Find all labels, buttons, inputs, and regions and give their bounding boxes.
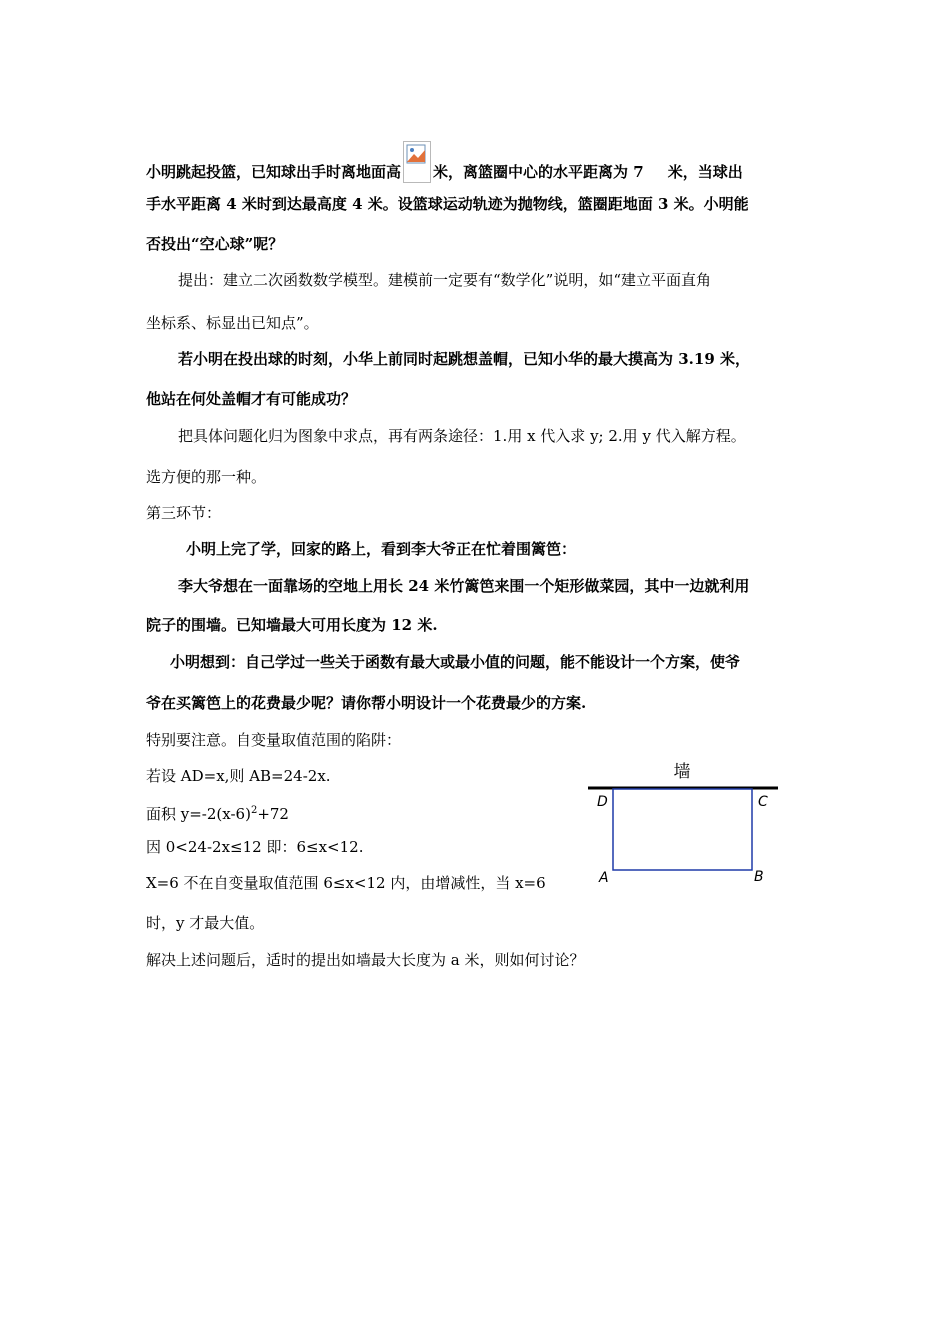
equation-2-exponent: 2 bbox=[250, 805, 258, 816]
trap-note: 特别要注意。自变量取值范围的陷阱： bbox=[146, 731, 402, 749]
problem-4-line-1: 小明想到：自己学过一些关于函数有最大或最小值的问题，能不能设计一个方案，使爷 bbox=[170, 653, 741, 671]
vertex-a-label: A bbox=[599, 870, 609, 886]
problem-2-line-2: 他站在何处盖帽才有可能成功？ bbox=[146, 390, 357, 408]
problem-1-text-a: 小明跳起投篮，已知球出手时离地面高 bbox=[146, 163, 402, 181]
equation-2-tail: +72 bbox=[257, 805, 289, 823]
method-note-line-1: 把具体问题化归为图象中求点，再有两条途径：1.用 x 代入求 y; 2.用 y 代入解方程。 bbox=[178, 427, 746, 445]
garden-rectangle bbox=[613, 789, 752, 870]
equation-3: 因 0<24-2x≤12 即：6≤x<12. bbox=[146, 838, 364, 856]
problem-3-line-1: 李大爷想在一面靠场的空地上用长 24 米竹篱笆来围一个矩形做菜园，其中一边就利用 bbox=[178, 577, 750, 595]
vertex-d-label: D bbox=[597, 794, 608, 810]
problem-1-text-c: 米，当球出 bbox=[667, 163, 743, 181]
problem-1-text-b: 米，离篮圈中心的水平距离为 7 bbox=[433, 163, 644, 181]
section-3-heading: 第三环节： bbox=[146, 504, 222, 522]
story-intro: 小明上完了学，回家的路上，看到李大爷正在忙着围篱笆： bbox=[186, 540, 577, 558]
broken-image-icon bbox=[403, 141, 431, 183]
problem-3-line-2: 院子的围墙。已知墙最大可用长度为 12 米. bbox=[146, 616, 438, 634]
equation-1: 若设 AD=x,则 AB=24-2x. bbox=[146, 767, 331, 785]
equation-5: 时，y 才最大值。 bbox=[146, 914, 265, 932]
problem-1-line-3: 否投出“空心球”呢？ bbox=[146, 235, 284, 253]
problem-1-line-1 bbox=[146, 141, 743, 183]
equation-4: X=6 不在自变量取值范围 6≤x<12 内，由增减性，当 x=6 bbox=[146, 874, 546, 892]
problem-4-line-2: 爷在买篱笆上的花费最少呢？请你帮小明设计一个花费最少的方案. bbox=[146, 694, 587, 712]
vertex-b-label: B bbox=[754, 869, 764, 885]
modeling-note-line-2: 坐标系、标显出已知点”。 bbox=[146, 314, 319, 332]
wall-label: 墙 bbox=[673, 762, 691, 782]
equation-2 bbox=[146, 801, 289, 824]
fence-diagram bbox=[588, 755, 788, 890]
vertex-c-label: C bbox=[758, 794, 768, 810]
problem-1-line-2: 手水平距离 4 米时到达最高度 4 米。设篮球运动轨迹为抛物线，篮圈距地面 3 米。小明能 bbox=[146, 195, 749, 213]
problem-2-line-1: 若小明在投出球的时刻，小华上前同时起跳想盖帽，已知小华的最大摸高为 3.19 米， bbox=[178, 350, 750, 368]
equation-2-main: 面积 y=-2(x-6) bbox=[146, 805, 251, 823]
method-note-line-2: 选方便的那一种。 bbox=[146, 468, 267, 486]
modeling-note-line-1: 提出：建立二次函数数学模型。建模前一定要有“数学化”说明，如“建立平面直角 bbox=[178, 271, 712, 289]
closing-question: 解决上述问题后，适时的提出如墙最大长度为 a 米，则如何讨论？ bbox=[146, 951, 585, 969]
